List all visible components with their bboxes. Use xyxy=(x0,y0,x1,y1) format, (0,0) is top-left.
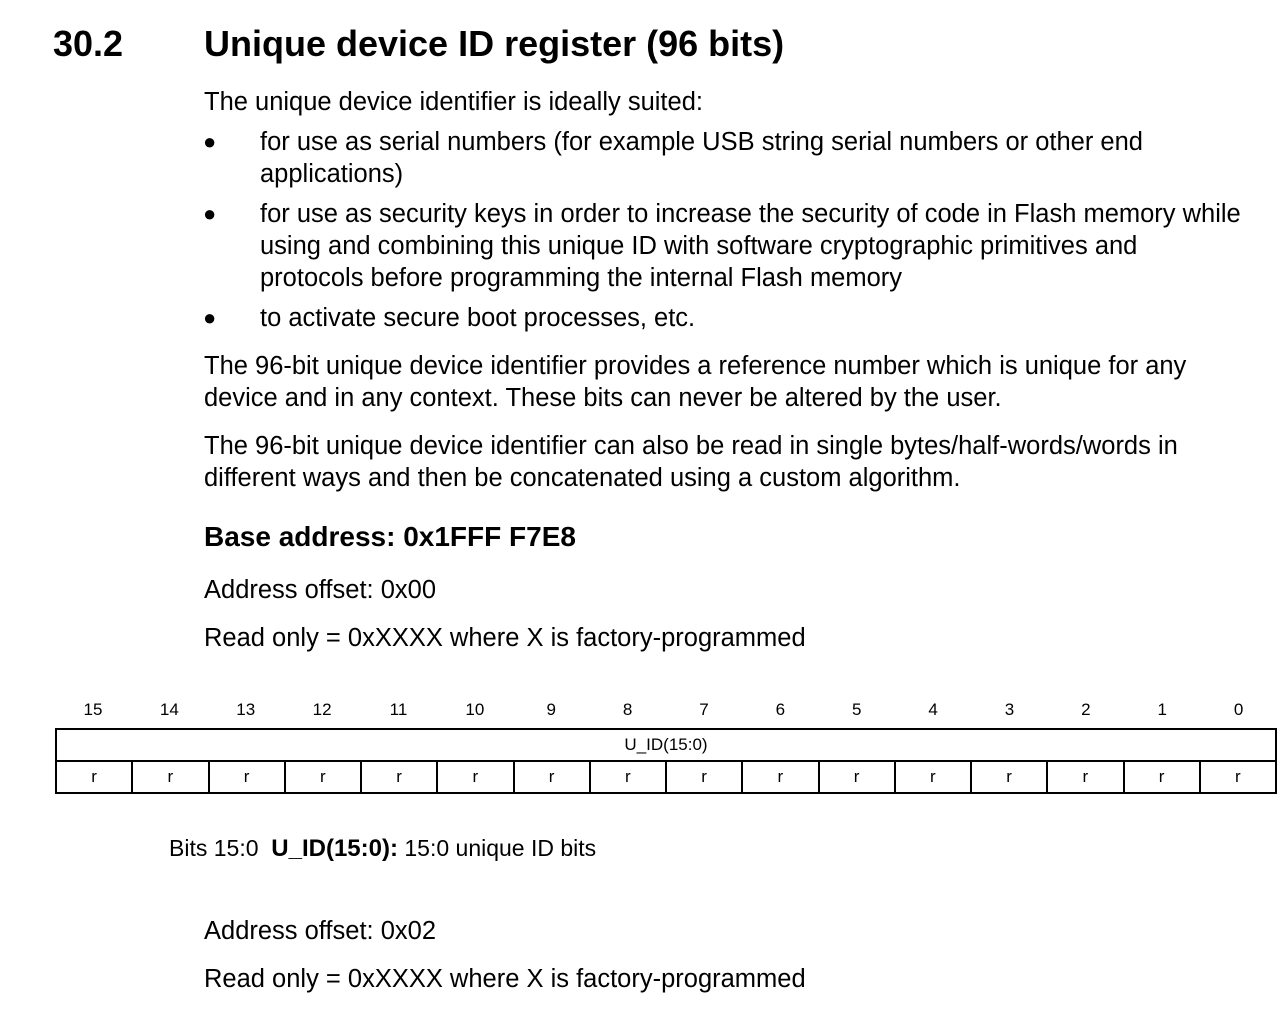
bit-number: 12 xyxy=(312,700,332,719)
access-cell: r xyxy=(1047,761,1123,793)
bit-number: 3 xyxy=(1004,700,1015,719)
bit-number: 13 xyxy=(236,700,256,719)
address-offset: Address offset: 0x00 xyxy=(204,576,437,604)
bit-number: 2 xyxy=(1081,700,1091,719)
access-cell: r xyxy=(1200,761,1276,793)
access-cell: r xyxy=(666,761,742,793)
access-cell: r xyxy=(819,761,895,793)
paragraph-line: device and in any context. These bits can never be altered by the user. xyxy=(204,384,1002,412)
register-table xyxy=(55,728,1277,794)
base-address-heading: Base address: 0x1FFF F7E8 xyxy=(204,521,576,552)
access-cell: r xyxy=(209,761,285,793)
bit-number: 5 xyxy=(852,700,862,719)
bullet-line: protocols before programming the internal Flash memory xyxy=(260,264,903,292)
bullet-line: to activate secure boot processes, etc. xyxy=(260,304,696,332)
section-number: 30.2 xyxy=(53,23,124,64)
bit-number: 14 xyxy=(159,700,179,719)
bullet-icon: ● xyxy=(203,129,217,154)
bit-number: 7 xyxy=(699,700,709,719)
bullet-line: for use as serial numbers (for example USB string serial numbers or other end xyxy=(260,128,1143,156)
section-title: Unique device ID register (96 bits) xyxy=(204,23,785,64)
address-offset: Address offset: 0x02 xyxy=(204,917,437,945)
bullet-line: for use as security keys in order to increase the security of code in Flash memory while xyxy=(260,200,1241,228)
paragraph-line: The 96-bit unique device identifier can also be read in single bytes/half-words/words in xyxy=(204,432,1178,460)
bit-number: 8 xyxy=(622,700,633,719)
access-cell: r xyxy=(132,761,208,793)
access-cell: r xyxy=(971,761,1047,793)
paragraph-line: The 96-bit unique device identifier provides a reference number which is unique for any xyxy=(204,352,1187,380)
bit-number: 6 xyxy=(775,700,786,719)
access-cell: r xyxy=(742,761,818,793)
bit-number: 0 xyxy=(1233,700,1244,719)
bit-range: Bits 15:0 xyxy=(169,835,259,861)
bullet-line: using and combining this unique ID with software cryptographic primitives and xyxy=(260,232,1138,260)
paragraph-line: different ways and then be concatenated using a custom algorithm. xyxy=(204,464,961,492)
access-cell: r xyxy=(514,761,590,793)
bit-number: 9 xyxy=(546,700,556,719)
read-only-note: Read only = 0xXXXX where X is factory-programmed xyxy=(204,965,806,993)
read-only-note: Read only = 0xXXXX where X is factory-programmed xyxy=(204,624,806,652)
access-cell: r xyxy=(361,761,437,793)
bit-number: 15 xyxy=(83,700,103,719)
access-cell: r xyxy=(285,761,361,793)
bullet-icon: ● xyxy=(203,305,217,330)
bit-description xyxy=(169,833,596,864)
bit-number: 4 xyxy=(928,700,938,719)
bit-number: 11 xyxy=(389,700,408,719)
access-cell: r xyxy=(56,761,132,793)
bullet-icon: ● xyxy=(203,201,217,226)
intro-text: The unique device identifier is ideally suited: xyxy=(204,88,703,116)
field-name: U_ID(15:0): xyxy=(271,835,398,862)
access-cell: r xyxy=(895,761,971,793)
access-cell: r xyxy=(437,761,513,793)
bullet-line: applications) xyxy=(260,160,404,188)
access-cell: r xyxy=(590,761,666,793)
field-cell: U_ID(15:0) xyxy=(56,729,1276,761)
bit-number: 1 xyxy=(1157,700,1167,719)
field-desc: 15:0 unique ID bits xyxy=(404,835,597,861)
access-cell: r xyxy=(1124,761,1200,793)
bit-number: 10 xyxy=(465,700,485,719)
